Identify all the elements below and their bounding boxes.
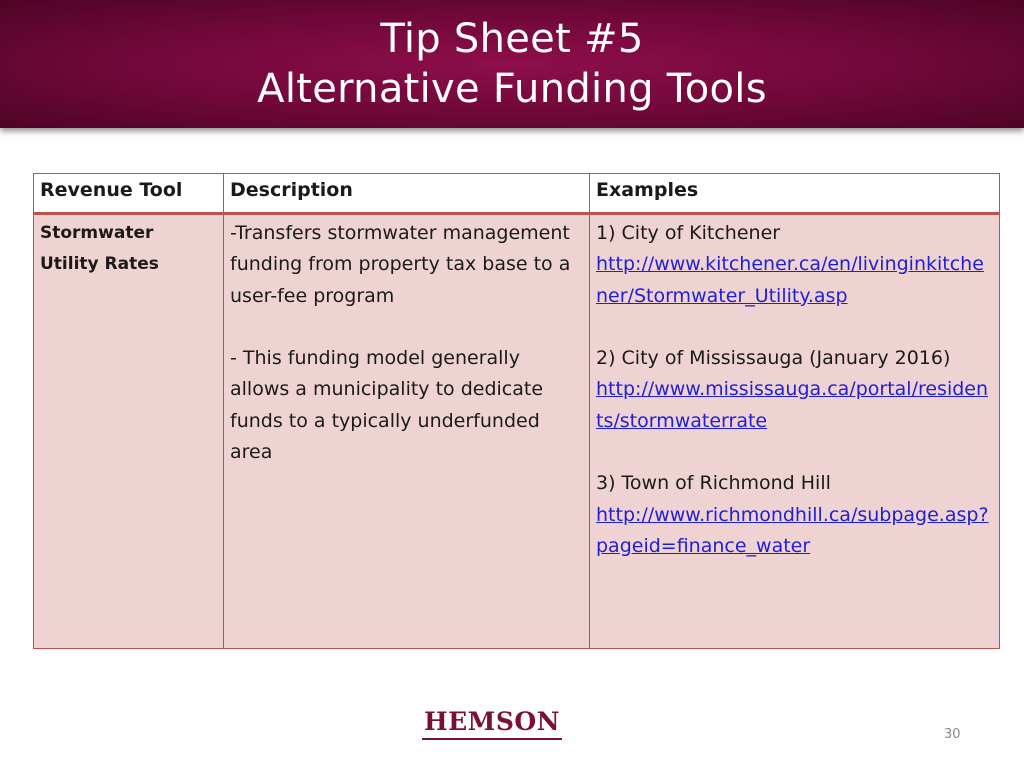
revenue-tool-cell [34, 214, 224, 649]
description-paragraph-1: -Transfers stormwater management funding from property tax base to a user-fee program [230, 222, 571, 307]
example-label-richmond-hill: 3) Town of Richmond Hill [596, 472, 831, 495]
page-number: 30 [944, 727, 961, 742]
column-header-revenue-tool: Revenue Tool [34, 174, 224, 214]
example-label-kitchener: 1) City of Kitchener [596, 222, 781, 244]
hemson-logo [422, 708, 562, 740]
slide-title-line-2: Alternative Funding Tools [257, 66, 767, 112]
slide-title-line-1: Tip Sheet #5 [380, 16, 644, 62]
description-cell [224, 214, 590, 649]
funding-tools-table [33, 173, 1000, 649]
examples-cell [590, 214, 1000, 649]
example-label-mississauga: 2) City of Mississauga (January 2016) [596, 347, 951, 370]
example-link-kitchener[interactable]: http://www.kitchener.ca/en/livinginkitchener/Stormwater_Utility.asp [596, 253, 984, 307]
title-banner [0, 0, 1024, 128]
column-header-description: Description [224, 174, 590, 214]
description-paragraph-2: - This funding model generally allows a municipality to dedicate funds to a typically underfunded area [230, 347, 544, 464]
logo-wordmark: HEMSON [423, 707, 561, 736]
table-header-row [34, 174, 1000, 214]
table-row [34, 214, 1000, 649]
logo-underline [422, 738, 562, 740]
example-link-mississauga[interactable]: http://www.mississauga.ca/portal/residents/stormwaterrate [596, 378, 989, 432]
revenue-tool-name: Stormwater Utility Rates [40, 223, 159, 275]
example-link-richmond-hill[interactable]: http://www.richmondhill.ca/subpage.asp?pageid=finance_water [596, 503, 989, 557]
column-header-examples: Examples [590, 174, 1000, 214]
